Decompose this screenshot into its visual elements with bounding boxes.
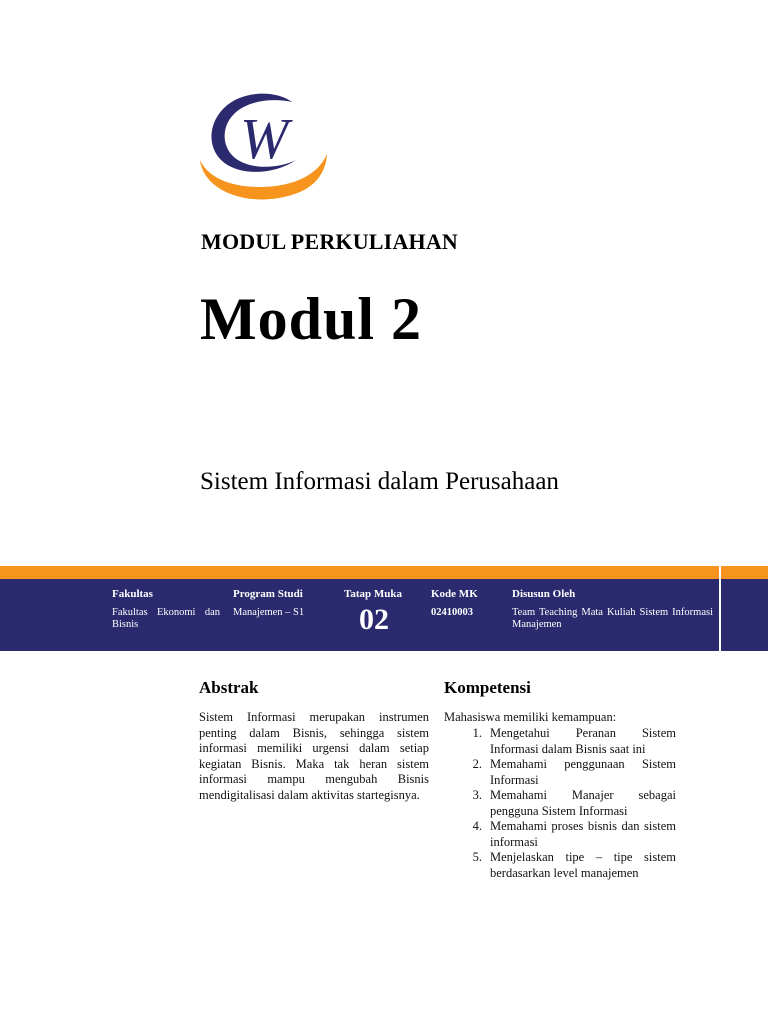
list-item-text: Memahami proses bisnis dan sistem informasi: [490, 819, 676, 849]
kompetensi-intro: Mahasiswa memiliki kemampuan:: [444, 710, 617, 724]
list-item-text: Mengetahui Peranan Sistem Informasi dalam Bisnis saat ini: [490, 726, 676, 756]
program-studi-label: Program Studi: [233, 588, 303, 600]
list-item-text: Memahami penggunaan Sistem Informasi: [490, 757, 676, 787]
list-item-text: Memahami Manajer sebagai pengguna Sistem Informasi: [490, 788, 676, 818]
kode-mk-value: 02410003: [431, 607, 473, 618]
svg-text:W: W: [240, 106, 289, 171]
list-item-text: Menjelaskan tipe – tipe sistem berdasarkan level manajemen: [490, 850, 676, 880]
disusun-oleh-label: Disusun Oleh: [512, 588, 576, 600]
band-navy-side-panel: [721, 579, 768, 651]
university-logo: [196, 86, 330, 208]
list-item: [444, 850, 676, 881]
list-item: [444, 819, 676, 850]
kompetensi-heading: Kompetensi: [444, 678, 531, 697]
fakultas-value: Fakultas Ekonomi dan Bisnis: [112, 607, 220, 630]
info-tatap-muka: [344, 588, 416, 635]
program-studi-value: Manajemen – S1: [233, 607, 305, 618]
disusun-oleh-value: Team Teaching Mata Kuliah Sistem Informasi Manajemen: [512, 607, 713, 630]
list-item-number: 3.: [472, 788, 482, 802]
info-program-studi: [233, 588, 333, 619]
fakultas-label: Fakultas: [112, 588, 153, 600]
list-item: [444, 757, 676, 788]
info-disusun-oleh: [512, 588, 713, 631]
tatap-muka-label: Tatap Muka: [344, 588, 402, 600]
list-item: [444, 788, 676, 819]
kode-mk-label: Kode MK: [431, 588, 478, 600]
abstrak-text: Sistem Informasi merupakan instrumen penting dalam Bisnis, sehingga sistem informasi memiliki urgensi dalam setiap kegiatan Bisnis. Maka tak heran sistem informasi mampu mengubah Bisnis mendigitalisasi dalam aktivitas startegisnya.: [199, 710, 429, 802]
kompetensi-list: [444, 726, 676, 881]
tatap-muka-value: 02: [359, 603, 389, 636]
band-divider: [719, 566, 721, 651]
info-kode-mk: [431, 588, 501, 619]
module-subtitle: Sistem Informasi dalam Perusahaan: [200, 468, 559, 495]
list-item-number: 2.: [472, 757, 482, 771]
list-item: [444, 726, 676, 757]
university-w-logo-icon: [196, 86, 330, 208]
list-item-number: 4.: [472, 819, 482, 833]
band-orange-stripe: [0, 566, 768, 579]
list-item-number: 5.: [472, 850, 482, 864]
list-item-number: 1.: [472, 726, 482, 740]
module-title: Modul 2: [200, 286, 423, 352]
abstrak-heading: Abstrak: [199, 678, 259, 697]
info-fakultas: [112, 588, 220, 631]
document-type-label: MODUL PERKULIAHAN: [201, 229, 459, 254]
